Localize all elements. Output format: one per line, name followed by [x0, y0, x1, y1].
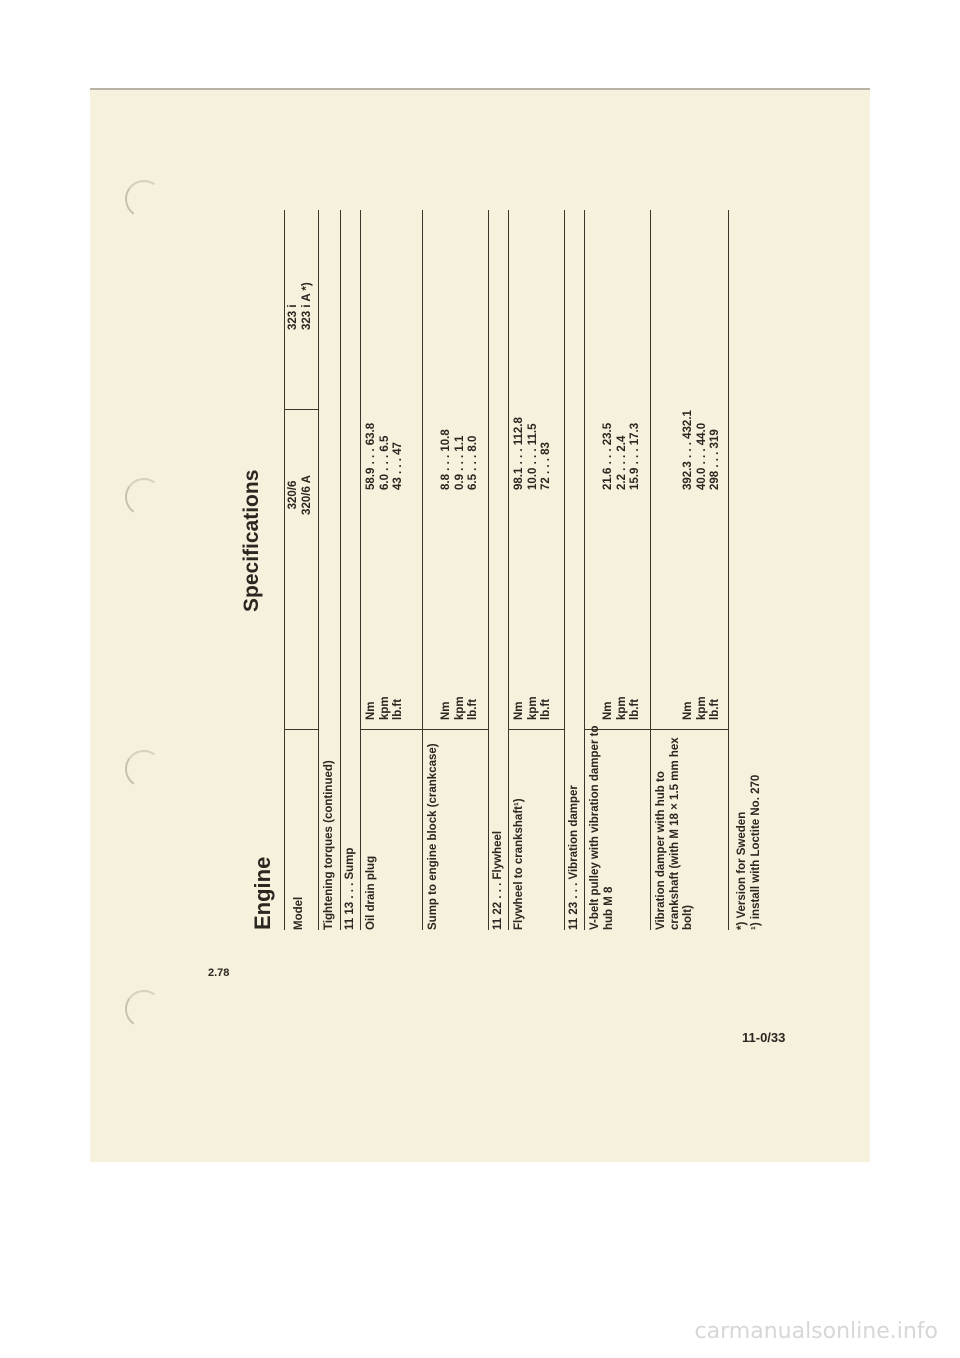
- table-row: Oil drain plug Nm kpm lb.ft 58.9 . . . 63.8 6.0 . . . 6.5 43 . . . 47: [360, 210, 422, 930]
- unit-list: Nm kpm lb.ft: [513, 696, 552, 720]
- punch-hole-mark: [122, 475, 166, 519]
- value-list: 98.1 . . . 112.8 10.0 . . . 11.5 72 . . . 83: [513, 417, 552, 490]
- section-title: Engine: [250, 856, 275, 930]
- unit-list: Nm kpm lb.ft: [682, 696, 721, 720]
- unit-list: Nm kpm lb.ft: [365, 696, 404, 720]
- table-row: Sump to engine block (crankcase) Nm kpm lb.ft 8.8 . . . 10.8 0.9 . . . 1.1 6.5 . . . 8.0: [422, 210, 488, 930]
- issue-date: 2.78: [208, 967, 230, 979]
- value-list: 58.9 . . . 63.8 6.0 . . . 6.5 43 . . . 47: [365, 422, 404, 490]
- group-title-row: [318, 210, 340, 930]
- unit-list: Nm kpm lb.ft: [440, 696, 479, 720]
- section-heading: 11 23 . . . Vibration damper: [568, 785, 580, 930]
- section-heading-row: [340, 210, 360, 930]
- page-title: Specifications: [240, 469, 263, 612]
- header-row: [284, 210, 318, 930]
- watermark: carmanualsonline.info: [694, 1319, 938, 1344]
- punch-hole-mark: [122, 177, 166, 221]
- model-col1: 320/6 320/6 A: [287, 475, 313, 515]
- footnote: *) Version for Sweden: [736, 811, 748, 930]
- section-heading-row: [488, 210, 508, 930]
- unit-list: Nm kpm lb.ft: [602, 696, 641, 720]
- rotated-specification-sheet: [240, 210, 760, 930]
- value-list: 8.8 . . . 10.8 0.9 . . . 1.1 6.5 . . . 8.0: [440, 429, 479, 490]
- section-heading: 11 22 . . . Flywheel: [492, 830, 504, 930]
- value-list: 21.6 . . . 23.5 2.2 . . . 2.4 15.9 . . . 17.3: [602, 422, 641, 490]
- model-col2: 323 i 323 i A *): [287, 282, 313, 330]
- page-number: 11-0/33: [742, 1030, 786, 1045]
- spec-table: [284, 210, 768, 930]
- table-row: V-belt pulley with vibration damper to hub M 8 Nm kpm lb.ft 21.6 . . . 23.5 2.2 . . . 2.4 15.9 . . . 17.3: [584, 210, 650, 930]
- section-heading: 11 13 . . . Sump: [344, 847, 356, 930]
- footnotes: [728, 210, 768, 930]
- model-label: Model: [293, 896, 305, 930]
- table-row: Vibration damper with hub to crankshaft (with M 18 × 1.5 mm hex bolt) Nm kpm lb.ft 392.3 . . . 432.1 40.0 . . . 44.0 298 . . . 319: [650, 210, 728, 930]
- section-heading-row: [564, 210, 584, 930]
- punch-hole-mark: [122, 747, 166, 791]
- table-row: Flywheel to crankshaft¹) Nm kpm lb.ft 98.1 . . . 112.8 10.0 . . . 11.5 72 . . . 83: [508, 210, 564, 930]
- footnote: ¹) install with Loctite No. 270: [750, 774, 762, 930]
- group-title: Tightening torques (continued): [323, 760, 335, 930]
- value-list: 392.3 . . . 432.1 40.0 . . . 44.0 298 . . . 319: [682, 410, 721, 490]
- punch-hole-mark: [122, 987, 166, 1031]
